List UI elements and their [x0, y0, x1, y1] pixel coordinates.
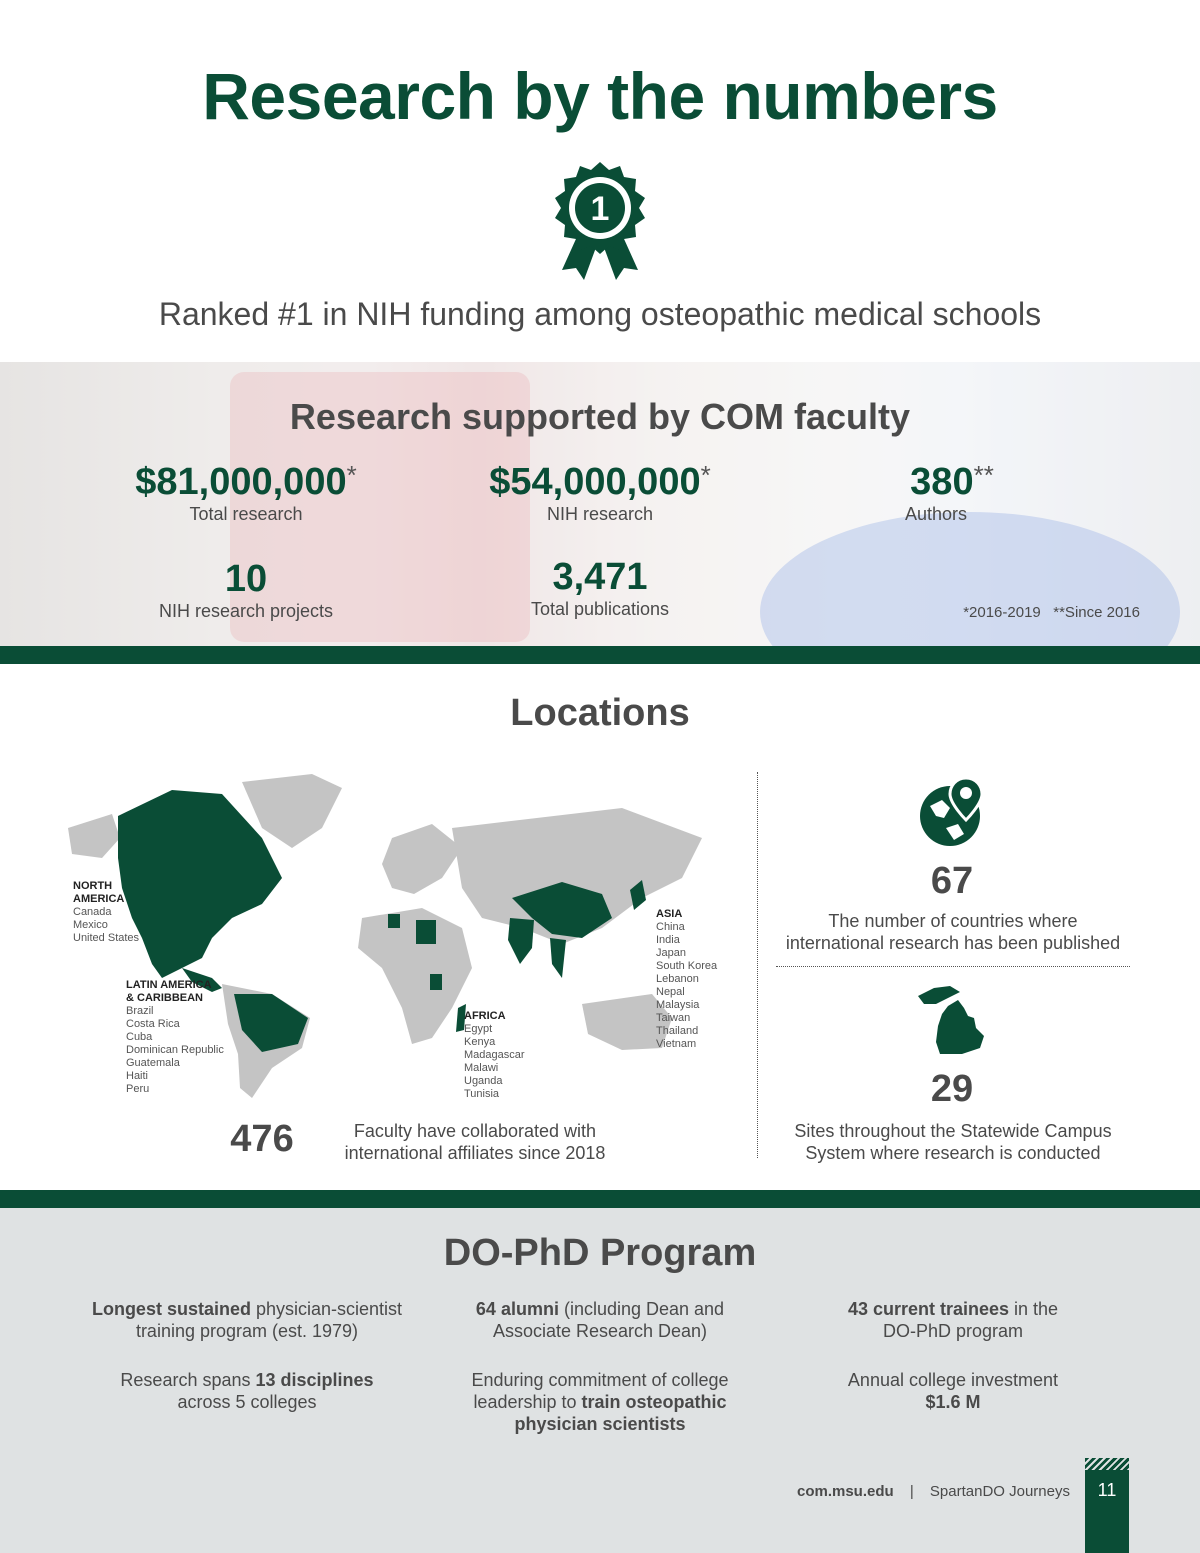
collab-description: Faculty have collaborated with international affiliates since 2018 — [344, 1121, 606, 1163]
sites-description: Sites throughout the Statewide Campus System where research is conducted — [794, 1121, 1112, 1163]
stat-value: 10 — [224, 558, 268, 600]
region-asia: ASIA China India Japan South Korea Lebanon Nepal Malaysia Taiwan Thailand Vietnam — [656, 908, 718, 1050]
footer-publication: SpartanDO Journeys — [929, 1483, 1070, 1500]
countries-number: 67 — [930, 860, 974, 902]
stat-label: NIH research — [546, 504, 654, 524]
map-southeast-asia — [550, 938, 566, 978]
page-number: 11 — [1097, 1480, 1117, 1500]
dophd-fact-trainees: 43 current trainees in the DO-PhD program — [847, 1299, 1059, 1341]
dophd-fact-disciplines: Research spans 13 disciplines across 5 colleges — [120, 1370, 374, 1412]
page-footer — [700, 1483, 1070, 1500]
map-alaska — [68, 814, 120, 858]
countries-description: The number of countries where international research has been published — [785, 911, 1121, 953]
stat-authors — [802, 460, 1102, 525]
sites-number: 29 — [930, 1068, 974, 1110]
dophd-fact-alumni: 64 alumni (including Dean and Associate Research Dean) — [475, 1299, 725, 1341]
badge-number: 1 — [590, 190, 610, 228]
footer-separator: | — [909, 1483, 914, 1500]
map-africa — [358, 908, 472, 1044]
map-europe — [382, 824, 462, 894]
locations-title: Locations — [510, 692, 690, 734]
stat-label: Total publications — [530, 599, 670, 619]
stat-total-publications — [450, 556, 750, 620]
region-latin-america: LATIN AMERICA & CARIBBEAN Brazil Costa Rica Cuba Dominican Republic Guatemala Haiti Peru — [126, 979, 224, 1095]
section-divider-bar — [0, 646, 1200, 664]
dophd-fact-investment: Annual college investment $1.6 M — [847, 1370, 1059, 1412]
rank-statement: Ranked #1 in NIH funding among osteopathic medical schools — [158, 296, 1042, 332]
stat-label: Authors — [904, 504, 968, 524]
dophd-fact-commitment: Enduring commitment of college leadership to train osteopathic physician scientists — [471, 1370, 729, 1434]
stat-footnote-mark: ** — [973, 460, 994, 490]
map-north-america — [118, 790, 282, 978]
research-section-title: Research supported by COM faculty — [289, 396, 911, 437]
page-number-tab — [1085, 1458, 1129, 1553]
region-north-america: NORTH AMERICA Canada Mexico United States — [73, 880, 140, 944]
stat-footnote-mark: * — [346, 460, 357, 490]
page-title: Research by the numbers — [202, 59, 998, 133]
collab-number: 476 — [230, 1118, 294, 1160]
dophd-title: DO-PhD Program — [443, 1232, 757, 1274]
map-india — [508, 918, 534, 964]
stat-footnote-mark: * — [700, 460, 711, 490]
dophd-fact-longest: Longest sustained physician-scientist training program (est. 1979) — [91, 1299, 403, 1341]
research-footnote: *2016-2019 **Since 2016 — [963, 604, 1140, 621]
stat-value: $54,000,000 — [489, 461, 701, 503]
section-divider-bar — [0, 1190, 1200, 1208]
stat-value: 3,471 — [552, 556, 648, 598]
michigan-state-icon — [914, 982, 990, 1056]
map-egypt — [416, 920, 436, 944]
horizontal-divider — [776, 966, 1130, 967]
award-ribbon-icon — [552, 160, 648, 288]
stat-label: Total research — [189, 504, 303, 524]
stat-nih-projects — [96, 558, 396, 622]
region-africa: AFRICA Egypt Kenya Madagascar Malawi Uganda Tunisia — [464, 1010, 525, 1100]
stat-total-research — [96, 460, 396, 525]
stat-label: NIH research projects — [158, 601, 334, 621]
map-kenya — [430, 974, 442, 990]
stat-nih-research — [450, 460, 750, 525]
vertical-divider — [757, 772, 758, 1158]
globe-pin-icon — [916, 774, 990, 848]
stat-value: 380 — [910, 461, 974, 503]
stat-value: $81,000,000 — [135, 461, 347, 503]
footer-site[interactable]: com.msu.edu — [796, 1483, 894, 1500]
map-tunisia — [388, 914, 400, 928]
